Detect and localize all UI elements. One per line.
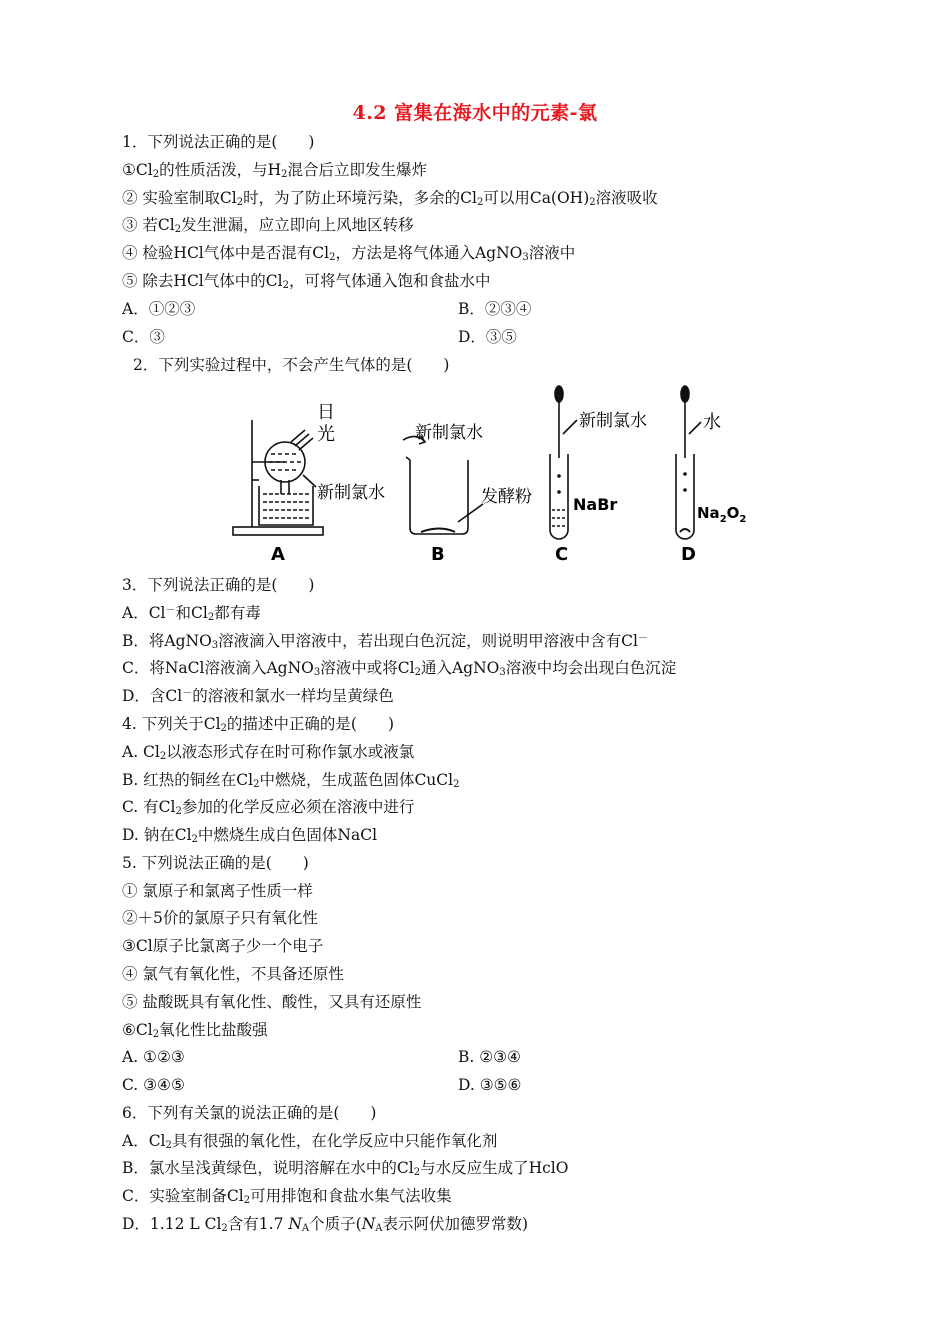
fig-chlorine-water-label-c: 新制氯水 <box>579 411 647 431</box>
q4-option-d: D. 钠在$Cl_2$中燃烧生成白色固体NaCl <box>122 826 378 845</box>
fig-sunlight-label-1: 日 <box>317 402 335 423</box>
q1-option-b: B．②③④ <box>458 300 532 318</box>
q5-option-c: C. ③④⑤ <box>122 1076 185 1094</box>
fig-na2o2-label: $Na_2O_2$ <box>697 504 747 525</box>
q5-statement-2: ②＋5价的氯原子只有氧化性 <box>122 909 318 927</box>
q5-statement-6: $⑥Cl_2$氧化性比盐酸强 <box>122 1021 268 1040</box>
q1-statement-3: ③ 若$Cl_2$发生泄漏，应立即向上风地区转移 <box>122 216 414 235</box>
q1-statement-1: $①Cl_2$的性质活泼，与$H_2$混合后立即发生爆炸 <box>122 161 428 180</box>
q1-statement-2: ② 实验室制取$Cl_2$时，为了防止环境污染，多余的$Cl_2$可以用$Ca(OH)_2$溶液吸收 <box>122 189 658 208</box>
q1-option-a: A．①②③ <box>122 300 196 318</box>
q5-option-a: A. ①②③ <box>122 1048 185 1066</box>
q3-option-c: C．将NaCl溶液滴入AgNO$_3$溶液中或将$Cl_2$通入AgNO$_3$溶液中均会出现白色沉淀 <box>122 659 677 678</box>
fig-sunlight-label-2: 光 <box>317 424 335 445</box>
q5-statement-3: ③Cl原子比氯离子少一个电子 <box>122 937 324 955</box>
q3-option-b: B．将AgNO$_3$溶液滴入甲溶液中，若出现白色沉淀，则说明甲溶液中含有Cl－ <box>122 632 648 651</box>
fig-nabr-label: NaBr <box>573 495 618 514</box>
q5-statement-5: ⑤ 盐酸既具有氧化性、酸性，又具有还原性 <box>122 993 422 1011</box>
q1-option-c: C．③ <box>122 328 165 346</box>
q5-statement-1: ① 氯原子和氯离子性质一样 <box>122 882 313 900</box>
q5-option-d: D. ③⑤⑥ <box>458 1076 522 1094</box>
fig-label-b: B <box>431 544 445 565</box>
fig-chlorine-water-label-a: 新制氯水 <box>317 483 385 503</box>
q3-stem: 3．下列说法正确的是( ) <box>122 576 315 594</box>
q2-stem: 2．下列实验过程中，不会产生气体的是( ) <box>133 356 450 374</box>
q4-option-a: A. $Cl_2$以液态形式存在时可称作氯水或液氯 <box>122 743 415 762</box>
fig-chlorine-water-label-b: 新制氯水 <box>415 423 483 443</box>
fig-label-a: A <box>271 544 285 565</box>
q4-option-c: C. 有$Cl_2$参加的化学反应必须在溶液中进行 <box>122 798 415 817</box>
q6-option-c: C．实验室制备$Cl_2$可用排饱和食盐水集气法收集 <box>122 1187 452 1206</box>
q1-statement-4: ④ 检验HCl气体中是否混有$Cl_2$，方法是将气体通入AgNO$_3$溶液中 <box>122 244 576 263</box>
q4-option-b: B. 红热的铜丝在$Cl_2$中燃烧，生成蓝色固体CuCl$_2$ <box>122 771 460 790</box>
q6-option-d: D．1.12 L $Cl_2$含有1.7 $N_A$个质子($N_A$表示阿伏加德罗常数) <box>122 1215 529 1234</box>
fig-yeast-label: 发酵粉 <box>481 487 532 507</box>
q5-stem: 5. 下列说法正确的是( ) <box>122 854 309 872</box>
q1-option-d: D．③⑤ <box>458 328 517 346</box>
q6-option-b: B．氯水呈浅黄绿色，说明溶解在水中的$Cl_2$与水反应生成了HclO <box>122 1159 569 1178</box>
page-title: 4.2 富集在海水中的元素-氯 <box>352 102 598 124</box>
q5-option-b: B. ②③④ <box>458 1048 521 1066</box>
q6-stem: 6．下列有关氯的说法正确的是( ) <box>122 1104 377 1122</box>
fig-label-c: C <box>555 544 569 565</box>
fig-label-d: D <box>681 544 696 565</box>
q1-stem: 1．下列说法正确的是( ) <box>122 133 315 151</box>
fig-water-label: 水 <box>703 412 721 433</box>
q1-statement-5: ⑤ 除去HCl气体中的$Cl_2$，可将气体通入饱和食盐水中 <box>122 272 491 291</box>
q5-statement-4: ④ 氯气有氧化性，不具备还原性 <box>122 965 344 983</box>
q2-apparatus-figure <box>225 382 765 567</box>
q3-option-d: D．含Cl－的溶液和氯水一样均呈黄绿色 <box>122 687 394 705</box>
q6-option-a: A．$Cl_2$具有很强的氧化性，在化学反应中只能作氧化剂 <box>122 1132 498 1151</box>
q3-option-a: A．Cl－和$Cl_2$都有毒 <box>122 604 261 623</box>
q4-stem: 4. 下列关于$Cl_2$的描述中正确的是( ) <box>122 715 395 734</box>
